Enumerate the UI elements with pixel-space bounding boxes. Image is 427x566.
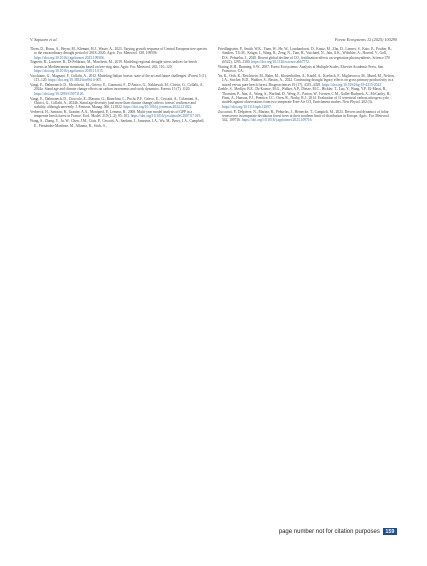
- header-journal: Forest Ecosystems 12 (2025) 100290: [334, 37, 397, 42]
- references-column-left: [30, 47, 207, 129]
- doi-link[interactable]: https://doi.org/10.5194/bg-19-4315-2022.: [322, 82, 382, 87]
- reference-entry: [218, 110, 395, 123]
- reference-text: Vangi, E., Dalmonech, D., Cioccolo, E., Marano, G., Bianchini, L., Puchi, P.F., Grieco, E., Cescatti, A., Colantoni, A., Chirici, G., Collalti, A., 2024b. Stand age diversity (and more than climate change) affects forests' resilience and stability, although unevenly. J. Environ. Manag. 366, 121822.: [30, 96, 200, 110]
- page-footer: [279, 528, 397, 535]
- doi-link[interactable]: https://doi.org/10.1016/j.agrformet.2023.109506.: [34, 55, 105, 60]
- references-column-right: [218, 47, 395, 123]
- doi-link[interactable]: https://doi.org/10.1016/j.ecolmodel.2007.07.019.: [130, 114, 202, 119]
- doi-link[interactable]: https://doi.org/10.1016/j.agrformet.2023.109716.: [241, 118, 313, 123]
- reference-entry: [218, 47, 395, 64]
- footer-note: page number not for citation purposes: [278, 528, 380, 535]
- reference-entry: [30, 119, 207, 128]
- reference-entry: [30, 83, 207, 96]
- reference-text: Zuccarini, P., Delpierre, N., Marino, R., Peñuelas, J., Heinecke, T., Campioli, M., 2023. Drivers and dynamics of foliar senescence in temperate deciduous forest trees at their southern limit of distribution in Europe. Agric. For. Meteorol. 342, 109716.: [218, 109, 390, 123]
- reference-text: Vangi, E., Dalmonech, D., Morichetti, M., Grieco, E., Giannotti, F., D'Amico, G., Nakhavali, M., Chirici, G., Collalti, A., 2024a. Stand age and climate change effects on carbon increments and stock dynamics. Forests 15 (7), 1120.: [30, 83, 205, 92]
- reference-entry: [218, 65, 395, 74]
- reference-text: Tognetti, R., Lasserre, B., Di Febbraro, M., Marchetti, M., 2019. Modeling regional drought-stress indices for beech forests in Mediterranean mountains based on tree-ring data. Agric. For. Meteorol. 265, 110–120.: [30, 60, 198, 69]
- reference-text: Yu, K., Orth, R., Reichstein, M., Bahn, M., Klosterhalfen, A., Knohl, A., Koebsch, F., Migliavacca, M., Mund, M., Nelson, J.A., Stocker, B.D., Walther, S., Bastos, A., 2022. Contrasting drought legacy effects on gross primary productivity in a mixed versus pure beech forest. Biogeosciences 19 (17), 4315–4329.: [218, 73, 395, 87]
- reference-text: Vacchiano, G., Magnani, F., Collalti, A., 2012. Modeling Italian forests: state of the art and future challenges. iForest 5 (1), 113–120.: [30, 73, 207, 83]
- reference-entry: [30, 97, 207, 110]
- header-authors: V. Sapuaro et al.: [30, 37, 58, 42]
- reference-text: Thom, D., Buras, A., Heym, M., Klemmt, H.J., Wauer, A., 2023. Varying growth response of Central European tree species to the extraordinary drought period of 2018–2020. Agric. For. Meteorol. 338, 109506.: [30, 47, 207, 56]
- reference-text: Zaehle, S., Medlyn, B.E., De Kauwe, M.G., Walker, A.P., Dietze, M.C., Hickler, T., Luo, Y., Wang, Y.P., El-Masri, B., Thornton, P., Jain, A., Wang, S., Warlind, D., Weng, E., Parton, W., Iversen, C.M., Gallet-Budynek, A., McCarthy, H., Finzi, A., Hanson, P.J., Prentice, I.C., Oren, R., Norby, R.J., 2014. Evaluation of 11 terrestrial carbon–nitrogen cycle models against observations from two temperate Free-Air CO₂ Enrichment studies. New Phytol. 202 (3).: [218, 87, 392, 105]
- reference-entry: [30, 74, 207, 83]
- doi-link[interactable]: https://doi.org/10.1016/j.agrformet.2018.11.015.: [34, 69, 104, 74]
- doi-link[interactable]: https://doi.org/10.3390/f15071120.: [34, 91, 85, 96]
- reference-entry: [30, 60, 207, 73]
- reference-text: Wang, S., Zhang, Y., Ju, W., Chen, J.M., Ciais, P., Cescatti, A., Sardans, J., Janssens, I.A., Wu, M., Berry, J.A., Campbell, E., Fernández-Martínez, M., Alkama, R., Sitch, S.,: [30, 119, 205, 128]
- reference-entry: [218, 74, 395, 87]
- reference-entry: [30, 47, 207, 60]
- reference-text: Verbeeck, H., Samson, R., Granier, A.A., Montpied, P., Lemeur, R., 2008. Multi-year model analysis of GPP in a temperate beech forest in France. Ecol. Model. 210 (1–2), 85–103.: [30, 110, 193, 119]
- reference-entry: [218, 87, 395, 108]
- page-number-badge: 159: [383, 528, 397, 535]
- reference-entry: [30, 110, 207, 119]
- doi-link[interactable]: https://doi.org/10.1111/nph.12697.: [222, 104, 272, 109]
- doi-link[interactable]: https://doi.org/10.3832/ifor0614-005.: [48, 78, 102, 83]
- reference-text: Friedlingstein, P., Smith, W.K., Yuan, W., He, W., Lombardozzi, D., Kautz, M., Zhu, D., Lienert, S., Kato, E., Poulter, B., Sanders, T.G.M., Krüger, I., Wang, R., Zeng, N., Tian, H., Vuichard, N., Jain, A.K., Wiltshire, A., Haverd, V., Goll, D.S., Peñuelas, J., 2020. Recent global decline of CO₂ fertilization effects on vegetation photosynthesis. Science 370 (6522), 1295–1300.: [218, 47, 393, 64]
- reference-text: Waring, R.H., Running, S.W., 2007. Forest Ecosystems: Analysis at Multiple Scales. Elsevier Academic Press, San Francisco, CA.: [218, 64, 384, 74]
- doi-link[interactable]: https://doi.org/10.1126/science.abb7772.: [251, 59, 310, 64]
- doi-link[interactable]: https://doi.org/10.1016/j.jenvman.2024.121822.: [123, 105, 193, 110]
